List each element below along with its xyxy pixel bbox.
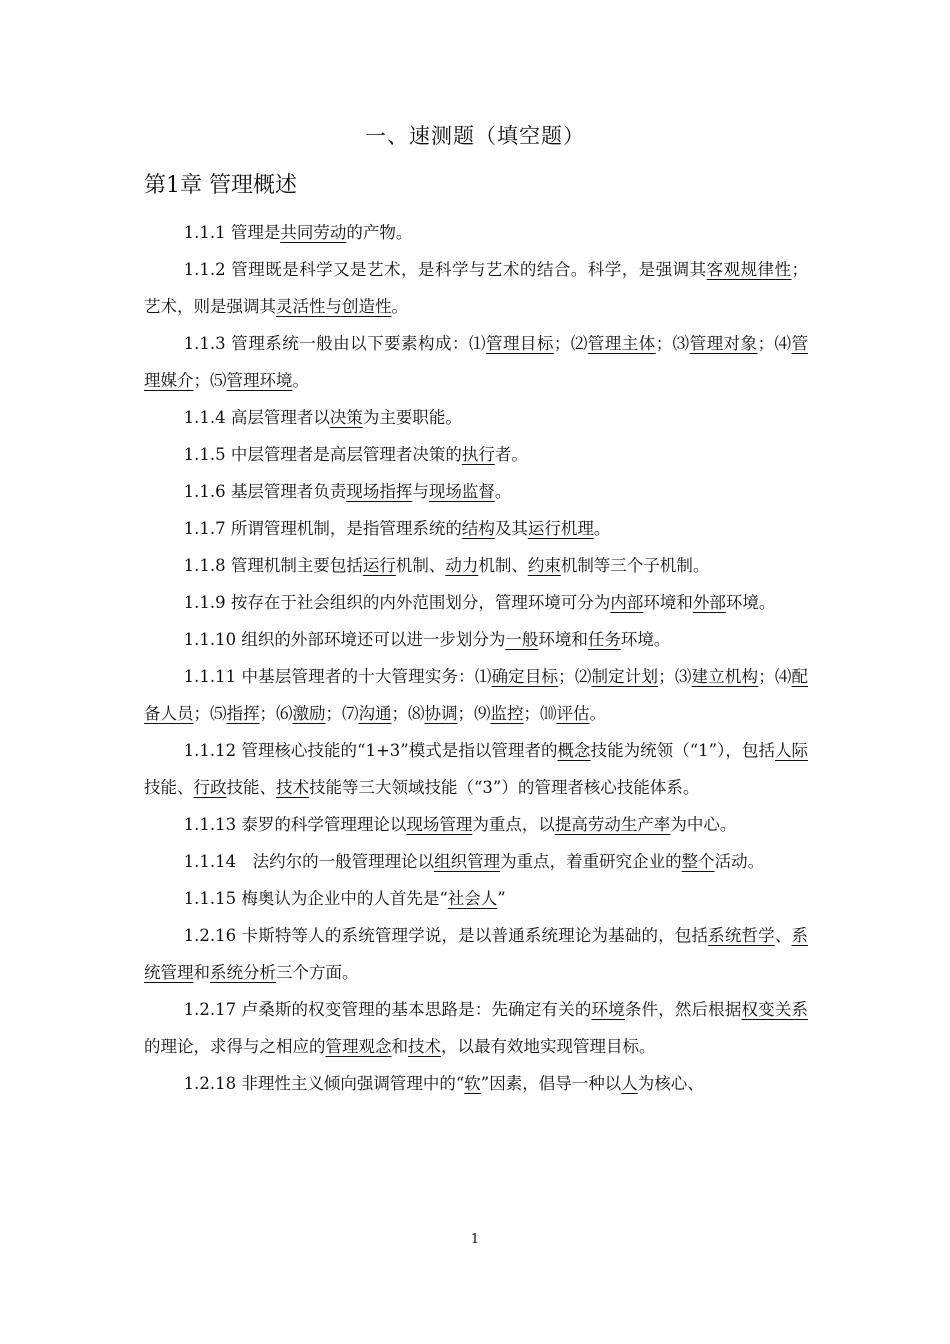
question-text: 1.1.8 管理机制主要包括 [183, 556, 363, 575]
question-text: ，以最有效地实现管理目标。 [441, 1037, 656, 1056]
answer-blank: 沟通 [358, 704, 392, 723]
question-text: 环境和 [538, 630, 588, 649]
question-text: ；⑺ [325, 704, 359, 723]
answer-blank: 执行 [461, 445, 495, 464]
question-text: 和 [193, 963, 210, 982]
page-number: 1 [470, 1232, 480, 1247]
answer-blank: 管理媒介 [144, 334, 809, 390]
answer-blank: 软 [464, 1074, 481, 1093]
answer-blank: 任务 [587, 630, 621, 649]
question-text: 三个方面。 [276, 963, 359, 982]
question-text: 1.2.17 卢桑斯的权变管理的基本思路是：先确定有关的 [183, 1000, 592, 1019]
question-text: 和 [391, 1037, 408, 1056]
question-text: 与 [412, 482, 429, 501]
question-text: 1.1.7 所谓管理机制，是指管理系统的 [183, 519, 462, 538]
question-text: ；⑻ [391, 704, 425, 723]
question-item [144, 584, 808, 621]
question-item [144, 547, 808, 584]
answer-blank: 共同劳动 [280, 223, 347, 242]
question-text: ；⑶ [658, 667, 692, 686]
question-text: 。 [494, 482, 512, 501]
question-text: 1.1.3 管理系统一般由以下要素构成：⑴ [183, 334, 486, 353]
answer-blank: 现场监督 [428, 482, 495, 501]
answer-blank: 系统管理 [144, 926, 809, 982]
section-title: 一、速测题（填空题） [365, 124, 585, 148]
question-item [144, 806, 808, 843]
answer-blank: 运行 [362, 556, 396, 575]
question-text: 为中心。 [670, 815, 737, 834]
question-text: 机制、 [395, 556, 446, 575]
question-text: 1.1.5 中层管理者是高层管理者决策的 [183, 445, 462, 464]
question-item [144, 399, 808, 436]
question-text: 1.1.15 梅奥认为企业中的人首先是“ [183, 889, 448, 908]
answer-blank: 提高劳动生产率 [554, 815, 671, 834]
answer-blank: 动力 [445, 556, 479, 575]
answer-blank: 技术 [408, 1037, 441, 1056]
question-text: ；⑼ [457, 704, 491, 723]
question-text: 1.1.13 泰罗的科学管理理论以 [183, 815, 407, 834]
question-text: ；⑽ [523, 704, 557, 723]
answer-blank: 现场指挥 [346, 482, 413, 501]
question-text: 环境和 [643, 593, 693, 612]
answer-blank: 技术 [276, 778, 309, 797]
answer-blank: 外部 [692, 593, 726, 612]
question-item [144, 436, 808, 473]
question-text: 的理论，求得与之相应的 [144, 1037, 326, 1056]
question-text: ；⑸ [193, 371, 227, 390]
question-item [144, 214, 808, 251]
question-text: 、 [774, 926, 792, 945]
question-text: ；⑹ [259, 704, 293, 723]
question-item [144, 843, 808, 880]
question-text: 为重点，以 [472, 815, 555, 834]
question-text: 。 [589, 704, 606, 723]
question-text: ；艺术，则是强调其 [144, 260, 809, 316]
question-text: 。 [292, 371, 309, 390]
answer-blank: 建立机构 [691, 667, 759, 686]
answer-blank: 管理环境 [226, 371, 293, 390]
question-item [144, 325, 808, 399]
question-text: 的产物。 [346, 223, 413, 242]
answer-blank: 结构 [461, 519, 495, 538]
answer-blank: 客观规律性 [706, 260, 792, 279]
question-text: 1.1.10 组织的外部环境还可以进一步划分为 [183, 630, 506, 649]
question-text: ；⑶ [655, 334, 690, 353]
answer-blank: 管理目标 [485, 334, 554, 353]
question-text: 为主要职能。 [362, 408, 462, 427]
question-text: 1.2.18 非理性主义倾向强调管理中的“ [183, 1074, 465, 1093]
question-text: 1.1.12 管理核心技能的“1+3”模式是指以管理者的 [183, 741, 558, 760]
question-list [144, 214, 808, 1102]
question-item [144, 251, 808, 325]
answer-blank: 运行机理 [527, 519, 594, 538]
answer-blank: 指挥 [226, 704, 260, 723]
question-text: 技能、 [226, 778, 276, 797]
question-text: ；⑷ [758, 667, 792, 686]
answer-blank: 管理主体 [587, 334, 656, 353]
question-text: 1.1.4 高层管理者以 [183, 408, 330, 427]
question-text: ”因素，倡导一种以 [480, 1074, 622, 1093]
question-text: 环境。 [725, 593, 776, 612]
answer-blank: 环境 [591, 1000, 625, 1019]
answer-blank: 激励 [292, 704, 326, 723]
question-text: ；⑸ [193, 704, 227, 723]
question-text: 者。 [494, 445, 528, 464]
question-text: 及其 [494, 519, 528, 538]
question-text: 1.1.1 管理是 [183, 223, 281, 242]
question-item [144, 880, 808, 917]
question-text: 为重点，着重研究企业的 [500, 852, 682, 871]
question-text: 技能为统领（“1”），包括 [590, 741, 775, 760]
question-text: 1.1.9 按存在于社会组织的内外范围划分，管理环境可分为 [183, 593, 611, 612]
answer-blank: 灵活性与创造性 [276, 297, 392, 316]
answer-blank: 权变关系 [741, 1000, 809, 1019]
question-item [144, 1065, 808, 1102]
question-text: ；⑵ [558, 667, 592, 686]
question-text: ” [497, 889, 506, 908]
answer-blank: 系统哲学 [708, 926, 775, 945]
question-item [144, 732, 808, 806]
answer-blank: 人 [621, 1074, 638, 1093]
question-text: 1.1.6 基层管理者负责 [183, 482, 347, 501]
question-item [144, 917, 808, 991]
answer-blank: 决策 [329, 408, 363, 427]
question-text: ；⑵ [553, 334, 588, 353]
question-text: 1.1.2 管理既是科学又是艺术，是科学与艺术的结合。科学，是强调其 [183, 260, 707, 279]
question-text: 机制等三个子机制。 [560, 556, 710, 575]
answer-blank: 现场管理 [406, 815, 473, 834]
answer-blank: 社会人 [447, 889, 498, 908]
answer-blank: 评估 [556, 704, 590, 723]
question-text: 1.2.16 卡斯特等人的系统管理学说，是以普通系统理论为基础的，包括 [183, 926, 709, 945]
question-text: 。 [593, 519, 611, 538]
answer-blank: 内部 [610, 593, 644, 612]
chapter-title: 第1章 管理概述 [144, 173, 297, 198]
answer-blank: 整个 [681, 852, 715, 871]
question-item [144, 473, 808, 510]
question-text: 1.1.14 法约尔的一般管理理论以 [183, 852, 435, 871]
question-text: 环境。 [620, 630, 671, 649]
answer-blank: 监控 [490, 704, 524, 723]
question-item [144, 658, 808, 732]
question-text: ；⑷ [757, 334, 792, 353]
answer-blank: 确定目标 [491, 667, 559, 686]
question-text: 活动。 [714, 852, 765, 871]
question-text: 。 [391, 297, 408, 316]
answer-blank: 一般 [505, 630, 539, 649]
question-text: 技能、 [144, 778, 194, 797]
question-text: 技能等三大领域技能（“3”）的管理者核心技能体系。 [309, 778, 700, 797]
answer-blank: 配备人员 [144, 667, 809, 723]
question-text: 条件，然后根据 [624, 1000, 742, 1019]
answer-blank: 概念 [557, 741, 591, 760]
answer-blank: 约束 [527, 556, 561, 575]
answer-blank: 管理对象 [689, 334, 758, 353]
question-item [144, 991, 808, 1065]
question-item [144, 621, 808, 658]
answer-blank: 组织管理 [434, 852, 501, 871]
answer-blank: 制定计划 [591, 667, 659, 686]
question-item [144, 510, 808, 547]
answer-blank: 系统分析 [210, 963, 276, 982]
answer-blank: 人际 [774, 741, 809, 760]
question-text: 为核心、 [637, 1074, 704, 1093]
answer-blank: 管理观念 [325, 1037, 392, 1056]
answer-blank: 协调 [424, 704, 458, 723]
question-text: 1.1.11 中基层管理者的十大管理实务：⑴ [183, 667, 492, 686]
question-text: 机制、 [478, 556, 528, 575]
answer-blank: 行政 [193, 778, 227, 797]
